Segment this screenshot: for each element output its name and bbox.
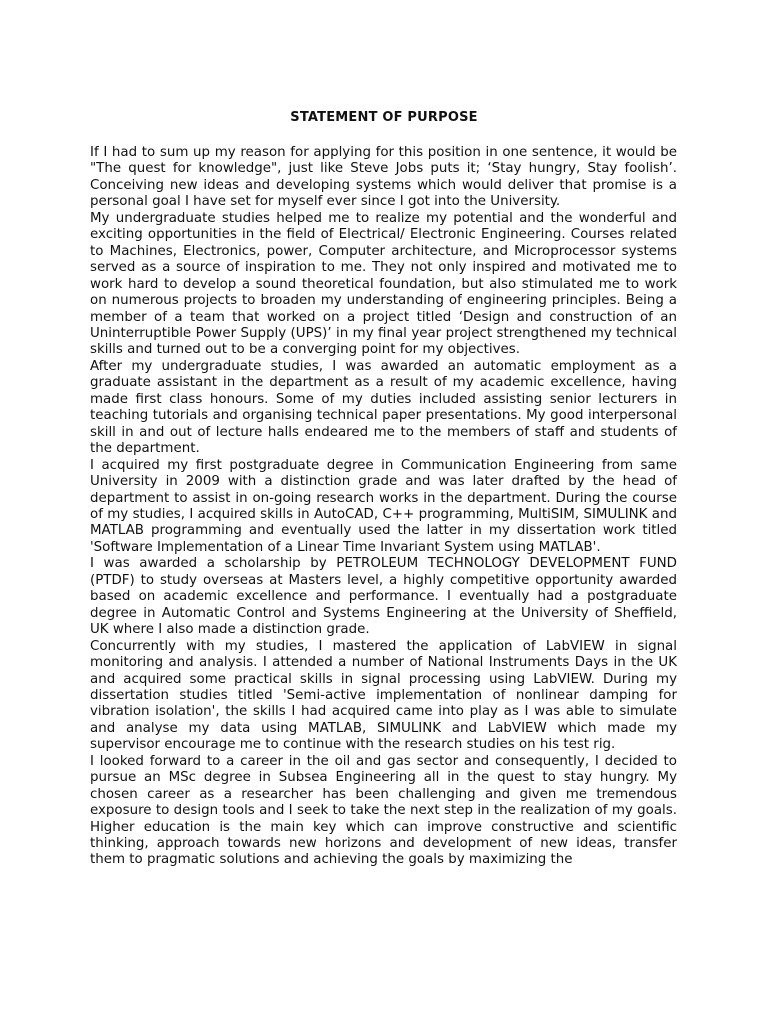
- paragraph-labview: Concurrently with my studies, I mastered the application of LabVIEW in signal monitoring and analysis. I attended a number of National Instruments Days in the UK and acquired some practical skills in signal processing using LabVIEW. During my dissertation studies titled 'Semi-active implementation of nonlinear damping for vibration isolation', the skills I had acquired came into play as I was able to simulate and analyse my data using MATLAB, SIMULINK and LabVIEW which made my supervisor encourage me to continue with the research studies on his test rig.: [90, 638, 677, 753]
- paragraph-undergraduate: My undergraduate studies helped me to realize my potential and the wonderful and exciting opportunities in the field of Electrical/ Electronic Engineering. Courses related to Machines, Electronics, power, Computer architecture, and Microprocessor systems served as a source of inspiration to me. They not only inspired and motivated me to work hard to develop a sound theoretical foundation, but also stimulated me to work on numerous projects to broaden my understanding of engineering principles. Being a member of a team that worked on a project titled ‘Design and construction of an Uninterruptible Power Supply (UPS)’ in my final year project strengthened my technical skills and turned out to be a converging point for my objectives.: [90, 210, 677, 358]
- document-body: [90, 145, 677, 869]
- paragraph-intro: If I had to sum up my reason for applying for this position in one sentence, it would be "The quest for knowledge", just like Steve Jobs puts it; ‘Stay hungry, Stay foolish’. Conceiving new ideas and developing systems which would deliver that promise is a personal goal I have set for myself ever since I got into the University.: [90, 145, 677, 210]
- document-title: STATEMENT OF PURPOSE: [290, 110, 478, 125]
- paragraph-graduate-assistant: After my undergraduate studies, I was awarded an automatic employment as a graduate assistant in the department as a result of my academic excellence, having made first class honours. Some of my duties included assisting senior lecturers in teaching tutorials and organising technical paper presentations. My good interpersonal skill in and out of lecture halls endeared me to the members of staff and students of the department.: [90, 358, 677, 457]
- paragraph-scholarship: I was awarded a scholarship by PETROLEUM TECHNOLOGY DEVELOPMENT FUND (PTDF) to study overseas at Masters level, a highly competitive opportunity awarded based on academic excellence and performance. I eventually had a postgraduate degree in Automatic Control and Systems Engineering at the University of Sheffield, UK where I also made a distinction grade.: [90, 556, 677, 638]
- paragraph-career: I looked forward to a career in the oil and gas sector and consequently, I decided to pursue an MSc degree in Subsea Engineering all in the quest to stay hungry. My chosen career as a researcher has been challenging and given me tremendous exposure to design tools and I seek to take the next step in the realization of my goals. Higher education is the main key which can improve constructive and scientific thinking, approach towards new horizons and development of new ideas, transfer them to pragmatic solutions and achieving the goals by maximizing the: [90, 753, 677, 868]
- paragraph-first-postgraduate: I acquired my first postgraduate degree in Communication Engineering from same University in 2009 with a distinction grade and was later drafted by the head of department to assist in on-going research works in the department. During the course of my studies, I acquired skills in AutoCAD, C++ programming, MultiSIM, SIMULINK and MATLAB programming and eventually used the latter in my dissertation work titled 'Software Implementation of a Linear Time Invariant System using MATLAB'.: [90, 457, 677, 555]
